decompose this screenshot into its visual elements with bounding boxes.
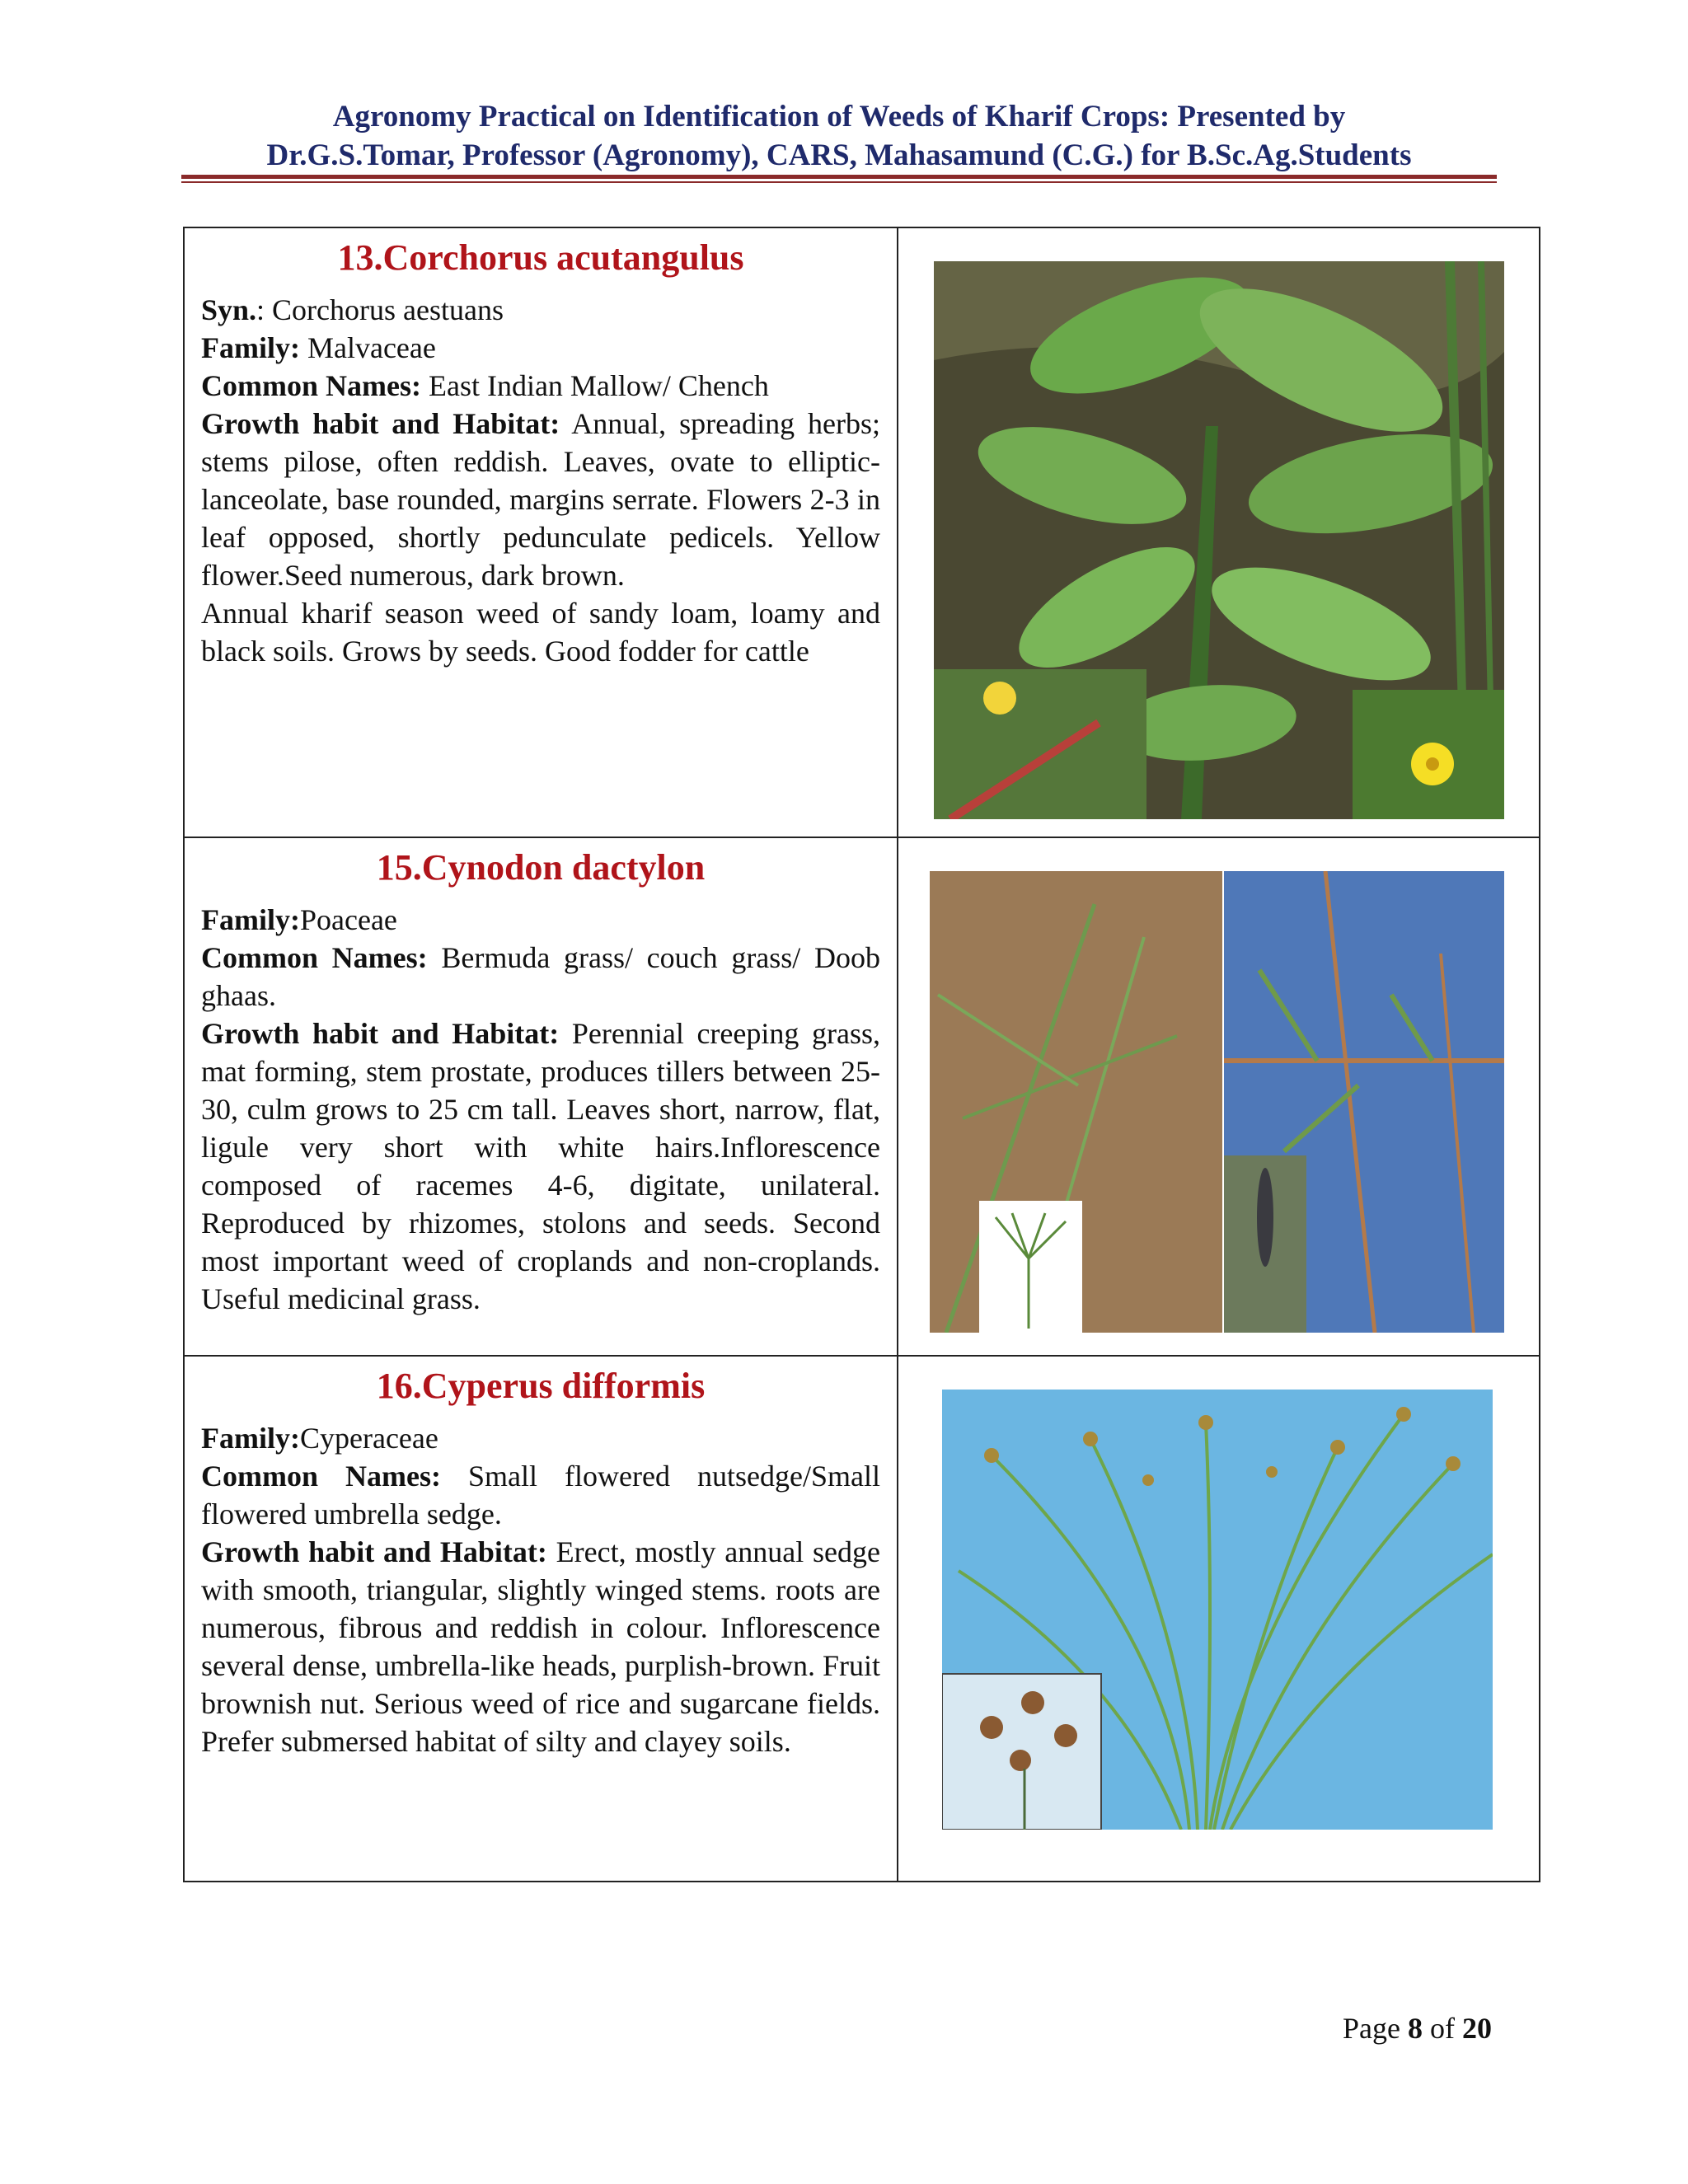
weed-common-names [201, 367, 880, 405]
common-names-value: Small flowered nutsedge/Small flowered umbrella sedge. [201, 1460, 880, 1530]
page-prefix: Page [1343, 2012, 1408, 2045]
weed-row [184, 227, 1540, 837]
page-of: of [1423, 2012, 1462, 2045]
weed-row [184, 837, 1540, 1356]
family-label: Family: [201, 903, 300, 936]
weed-common-names [201, 939, 880, 1015]
synonym-value: : Corchorus aestuans [256, 293, 504, 326]
weed-growth-habit [201, 1533, 880, 1760]
weed-growth-habit [201, 405, 880, 594]
growth-habit-label: Growth habit and Habitat: [201, 407, 560, 440]
weed-family [201, 329, 880, 367]
weed-title: 16.Cyperus difformis [376, 1366, 706, 1406]
weed-row [184, 1356, 1540, 1882]
corchorus-photo [934, 261, 1504, 819]
common-names-value: East Indian Mallow/ Chench [420, 369, 769, 402]
page-number [1311, 2011, 1492, 2046]
family-value: Poaceae [299, 903, 397, 936]
family-value: Malvaceae [299, 331, 436, 364]
common-names-label: Common Names: [201, 369, 421, 402]
cyperus-photo [942, 1390, 1493, 1830]
family-label: Family: [201, 331, 300, 364]
header-line-1: Agronomy Practical on Identification of Weeds of Kharif Crops: Presented by [332, 100, 1346, 134]
page-total: 20 [1462, 2012, 1492, 2045]
growth-habit-value: Annual, spreading herbs; stems pilose, often reddish. Leaves, ovate to elliptic-lanceolate, base rounded, margins serrate. Flowers 2-3 in leaf opposed, shortly pedunculate pedicels. Yellow flower.Seed numerous, dark brown. [201, 407, 880, 592]
growth-habit-value: Perennial creeping grass, mat forming, stem prostate, produces tillers between 25-30, culm grows to 25 cm tall. Leaves short, narrow, flat, ligule very short with white hairs.Inflorescence composed of racemes 4-6, digitate, unilateral. Reproduced by rhizomes, stolons and seeds. Second most important weed of croplands and non-croplands. Useful medicinal grass. [201, 1017, 880, 1315]
weed-image-cell [898, 1356, 1540, 1882]
growth-habit-label: Growth habit and Habitat: [201, 1535, 547, 1568]
weed-image-cell [898, 837, 1540, 1356]
header-line-2: Dr.G.S.Tomar, Professor (Agronomy), CARS, Mahasamund (C.G.) for B.Sc.Ag.Students [266, 138, 1412, 172]
cynodon-photo [930, 871, 1504, 1333]
page-current: 8 [1408, 2012, 1423, 2045]
weed-image-cell [898, 227, 1540, 837]
weed-common-names [201, 1457, 880, 1533]
weed-extra-note: Annual kharif season weed of sandy loam, loamy and black soils. Grows by seeds. Good fodder for cattle [201, 597, 880, 668]
weed-growth-habit [201, 1015, 880, 1318]
family-value: Cyperaceae [299, 1422, 438, 1455]
weed-synonym [201, 291, 880, 329]
common-names-label: Common Names: [201, 1460, 441, 1493]
family-label: Family: [201, 1422, 300, 1455]
weed-title: 13.Corchorus acutangulus [337, 237, 744, 278]
header-rule-thin [181, 181, 1497, 183]
growth-habit-value: Erect, mostly annual sedge with smooth, triangular, slightly winged stems. roots are numerous, fibrous and reddish in colour. Inflorescence several dense, umbrella-like heads, purplish-brown. Fruit brownish nut. Serious weed of rice and sugarcane fields. Prefer submersed habitat of silty and clayey soils. [201, 1535, 880, 1758]
weed-family [201, 1419, 880, 1457]
common-names-label: Common Names: [201, 941, 428, 974]
synonym-label: Syn. [201, 293, 257, 326]
weed-text-cell [184, 227, 898, 837]
header-rule-thick [181, 175, 1497, 179]
growth-habit-label: Growth habit and Habitat: [201, 1017, 560, 1050]
weed-table [183, 227, 1540, 1882]
weed-family [201, 901, 880, 939]
document-header [181, 97, 1497, 175]
weed-text-cell [184, 837, 898, 1356]
weed-text-cell [184, 1356, 898, 1882]
weed-title: 15.Cynodon dactylon [376, 847, 706, 888]
common-names-value: Bermuda grass/ couch grass/ Doob ghaas. [201, 941, 880, 1012]
